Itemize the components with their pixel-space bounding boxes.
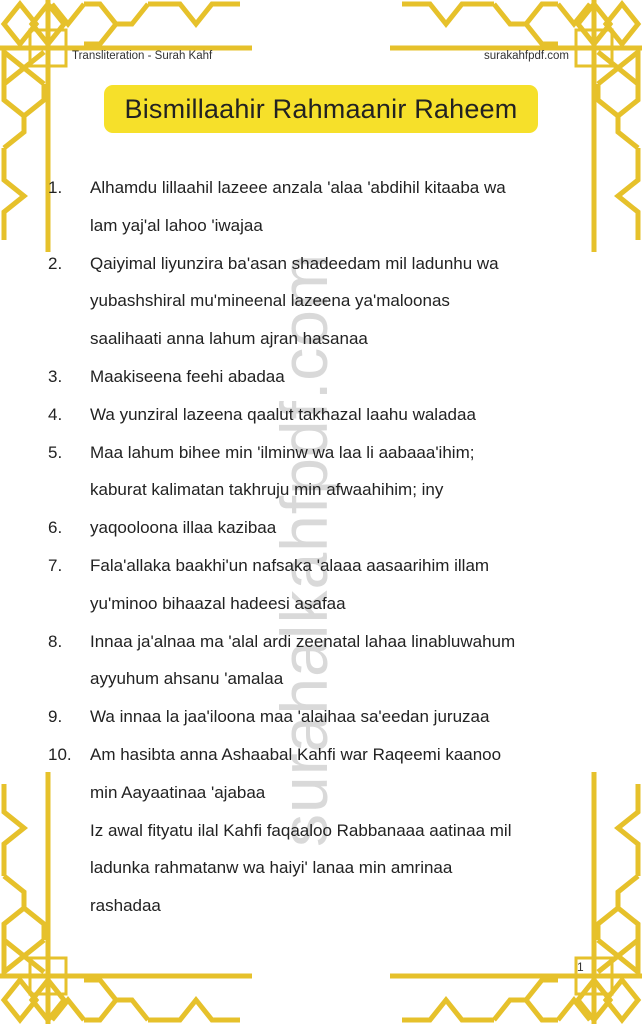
verse-item bbox=[48, 434, 588, 510]
header-website: surakahfpdf.com bbox=[483, 50, 569, 62]
verse-text bbox=[90, 396, 588, 434]
verse-line: Fala'allaka baakhi'un nafsaka 'alaaa aasaarihim illam bbox=[90, 555, 490, 575]
verse-item bbox=[48, 358, 588, 396]
verse-line: Alhamdu lillaahil lazeee anzala 'alaa 'abdihil kitaaba wa bbox=[90, 178, 506, 197]
verse-text bbox=[90, 547, 588, 623]
page-number: 1 bbox=[577, 960, 584, 974]
verse-line: ayyuhum ahsanu 'amalaa bbox=[90, 669, 284, 689]
verse-number: 6. bbox=[48, 518, 63, 538]
verse-line: Wa innaa la jaa'iloona maa 'alaihaa sa'eedan juruzaa bbox=[90, 707, 490, 727]
verse-item bbox=[48, 623, 588, 699]
verse-line: Wa yunziral lazeena qaalut takhazal laahu waladaa bbox=[90, 404, 476, 424]
verse-line: yubashshiral mu'mineenal lazeena ya'maloonas bbox=[90, 291, 450, 311]
verse-line: saalihaati anna lahum ajran hasanaa bbox=[90, 329, 368, 349]
verse-line: lam yaj'al lahoo 'iwajaa bbox=[90, 215, 263, 235]
verse-number: 2. bbox=[48, 253, 63, 273]
verse-item bbox=[48, 698, 588, 736]
verse-item bbox=[48, 169, 588, 245]
verse-text bbox=[90, 509, 588, 547]
verse-line: Iz awal fityatu ilal Kahfi faqaaloo Rabbanaaa aatinaa mil bbox=[90, 820, 512, 840]
verse-number: 1. bbox=[48, 178, 63, 197]
verse-text bbox=[90, 736, 588, 925]
verse-line: yaqooloona illaa kazibaa bbox=[90, 518, 277, 538]
verse-text bbox=[90, 358, 588, 396]
verse-line: rashadaa bbox=[90, 896, 161, 916]
verse-line: ladunka rahmatanw wa haiyi' lanaa min amrinaa bbox=[90, 858, 453, 878]
title-banner bbox=[104, 85, 538, 133]
verse-list bbox=[48, 169, 588, 925]
header-title: Transliteration - Surah Kahf bbox=[72, 50, 213, 62]
verse-number: 4. bbox=[48, 404, 63, 424]
verse-line: Am hasibta anna Ashaabal Kahfi war Raqeemi kaanoo bbox=[90, 744, 502, 764]
verse-item bbox=[48, 245, 588, 358]
verse-item bbox=[48, 509, 588, 547]
verse-item bbox=[48, 736, 588, 925]
verse-number: 8. bbox=[48, 631, 63, 651]
verse-text bbox=[90, 623, 588, 699]
verse-line: Maa lahum bihee min 'ilminw wa laa li aabaaa'ihim; bbox=[90, 442, 475, 462]
verse-line: Innaa ja'alnaa ma 'alal ardi zeenatal lahaa linabluwahum bbox=[90, 631, 516, 651]
verse-text bbox=[90, 245, 588, 358]
verse-line: min Aayaatinaa 'ajabaa bbox=[90, 782, 266, 802]
verse-item bbox=[48, 547, 588, 623]
verse-number: 5. bbox=[48, 442, 63, 462]
verse-number: 10. bbox=[48, 744, 72, 764]
verse-item bbox=[48, 396, 588, 434]
page-title: Bismillaahir Rahmaanir Raheem bbox=[124, 93, 518, 124]
verse-number: 7. bbox=[48, 555, 63, 575]
verse-line: Qaiyimal liyunzira ba'asan shadeedam mil ladunhu wa bbox=[90, 253, 499, 273]
verse-text bbox=[90, 169, 588, 245]
verse-number: 9. bbox=[48, 707, 63, 727]
verse-line: kaburat kalimatan takhruju min afwaahihim; iny bbox=[90, 480, 444, 500]
verse-text bbox=[90, 698, 588, 736]
verse-number: 3. bbox=[48, 366, 63, 386]
verse-text bbox=[90, 434, 588, 510]
watermark-text: surahalkahfpdf.com bbox=[267, 253, 341, 847]
verse-line: Maakiseena feehi abadaa bbox=[90, 366, 285, 386]
verse-line: yu'minoo bihaazal hadeesi asafaa bbox=[90, 593, 346, 613]
